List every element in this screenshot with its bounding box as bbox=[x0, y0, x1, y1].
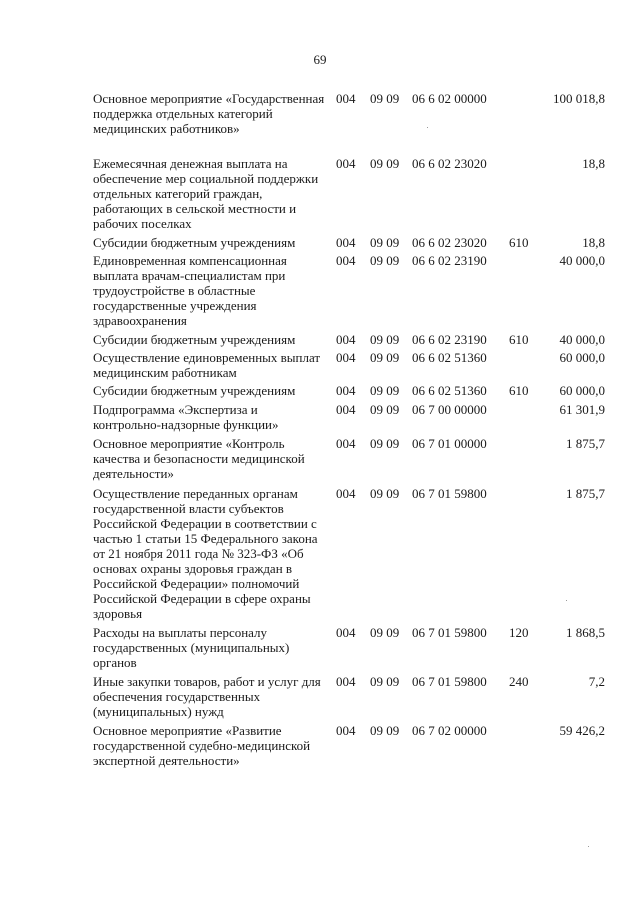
row-amount: 40 000,0 bbox=[559, 253, 605, 268]
row-program-code: 06 6 02 23190 bbox=[412, 253, 487, 268]
row-name: Субсидии бюджетным учреждениям bbox=[93, 235, 296, 250]
row-expense-code: 610 bbox=[509, 235, 529, 250]
row-name: Иные закупки товаров, работ и услуг для обеспечения государственных (муниципальных) нужд bbox=[93, 674, 321, 719]
row-name: Расходы на выплаты персоналу государственных (муниципальных) органов bbox=[93, 625, 290, 670]
row-program-code: 06 6 02 51360 bbox=[412, 350, 487, 365]
row-admin-code: 004 bbox=[336, 402, 356, 417]
row-program-code: 06 6 02 51360 bbox=[412, 383, 487, 398]
row-expense-code: 610 bbox=[509, 332, 529, 347]
row-program-code: 06 7 02 00000 bbox=[412, 723, 487, 738]
row-admin-code: 004 bbox=[336, 436, 356, 451]
row-admin-code: 004 bbox=[336, 253, 356, 268]
row-program-code: 06 7 01 59800 bbox=[412, 674, 487, 689]
row-section-code: 09 09 bbox=[370, 383, 400, 398]
row-admin-code: 004 bbox=[336, 156, 356, 171]
row-amount: 60 000,0 bbox=[559, 383, 605, 398]
row-amount: 7,2 bbox=[588, 674, 605, 689]
row-section-code: 09 09 bbox=[370, 723, 400, 738]
scan-speck bbox=[588, 846, 589, 847]
row-program-code: 06 6 02 23020 bbox=[412, 156, 487, 171]
row-admin-code: 004 bbox=[336, 91, 356, 106]
row-amount: 100 018,8 bbox=[553, 91, 605, 106]
row-amount: 18,8 bbox=[582, 156, 605, 171]
row-admin-code: 004 bbox=[336, 350, 356, 365]
row-name: Осуществление единовременных выплат медицинским работникам bbox=[93, 350, 321, 380]
row-admin-code: 004 bbox=[336, 674, 356, 689]
row-name: Субсидии бюджетным учреждениям bbox=[93, 332, 296, 347]
row-section-code: 09 09 bbox=[370, 350, 400, 365]
row-admin-code: 004 bbox=[336, 723, 356, 738]
row-program-code: 06 6 02 00000 bbox=[412, 91, 487, 106]
scan-speck bbox=[566, 600, 567, 601]
scan-speck bbox=[427, 127, 428, 128]
row-expense-code: 610 bbox=[509, 383, 529, 398]
row-admin-code: 004 bbox=[336, 235, 356, 250]
row-name: Основное мероприятие «Развитие государственной судебно-медицинской экспертной деятельности» bbox=[93, 723, 311, 768]
row-name: Ежемесячная денежная выплата на обеспечение мер социальной поддержки отдельных категорий граждан, работающих в сельской местности и рабочих поселках bbox=[93, 156, 319, 231]
row-section-code: 09 09 bbox=[370, 253, 400, 268]
row-program-code: 06 6 02 23190 bbox=[412, 332, 487, 347]
row-program-code: 06 7 01 59800 bbox=[412, 625, 487, 640]
row-amount: 40 000,0 bbox=[559, 332, 605, 347]
row-amount: 59 426,2 bbox=[559, 723, 605, 738]
row-name: Подпрограмма «Экспертиза и контрольно-надзорные функции» bbox=[93, 402, 279, 432]
row-admin-code: 004 bbox=[336, 332, 356, 347]
row-program-code: 06 7 00 00000 bbox=[412, 402, 487, 417]
row-name: Основное мероприятие «Государственная поддержка отдельных категорий медицинских работников» bbox=[93, 91, 325, 136]
row-program-code: 06 7 01 59800 bbox=[412, 486, 487, 501]
row-admin-code: 004 bbox=[336, 625, 356, 640]
row-section-code: 09 09 bbox=[370, 436, 400, 451]
row-section-code: 09 09 bbox=[370, 235, 400, 250]
row-amount: 1 875,7 bbox=[566, 486, 605, 501]
row-expense-code: 120 bbox=[509, 625, 529, 640]
row-name: Осуществление переданных органам государственной власти субъектов Российской Федерации в соответствии с частью 1 статьи 15 Федерального закона от 21 ноября 2011 года № 323-ФЗ «Об основах охраны здоровья граждан в Российской Федерации» полномочий Российской Федерации в сфере охраны здоровья bbox=[93, 486, 318, 621]
row-program-code: 06 6 02 23020 bbox=[412, 235, 487, 250]
row-section-code: 09 09 bbox=[370, 625, 400, 640]
row-name: Основное мероприятие «Контроль качества и безопасности медицинской деятельности» bbox=[93, 436, 305, 481]
row-name: Единовременная компенсационная выплата врачам-специалистам при трудоустройстве в областные государственные учреждения здравоохранения bbox=[93, 253, 287, 328]
page-number: 69 bbox=[313, 52, 327, 67]
row-amount: 1 875,7 bbox=[566, 436, 605, 451]
row-amount: 1 868,5 bbox=[566, 625, 605, 640]
row-section-code: 09 09 bbox=[370, 402, 400, 417]
row-amount: 18,8 bbox=[582, 235, 605, 250]
row-section-code: 09 09 bbox=[370, 332, 400, 347]
row-program-code: 06 7 01 00000 bbox=[412, 436, 487, 451]
row-section-code: 09 09 bbox=[370, 91, 400, 106]
row-amount: 60 000,0 bbox=[559, 350, 605, 365]
row-section-code: 09 09 bbox=[370, 674, 400, 689]
row-section-code: 09 09 bbox=[370, 156, 400, 171]
row-section-code: 09 09 bbox=[370, 486, 400, 501]
row-amount: 61 301,9 bbox=[559, 402, 605, 417]
row-expense-code: 240 bbox=[509, 674, 529, 689]
row-admin-code: 004 bbox=[336, 486, 356, 501]
row-name: Субсидии бюджетным учреждениям bbox=[93, 383, 296, 398]
row-admin-code: 004 bbox=[336, 383, 356, 398]
